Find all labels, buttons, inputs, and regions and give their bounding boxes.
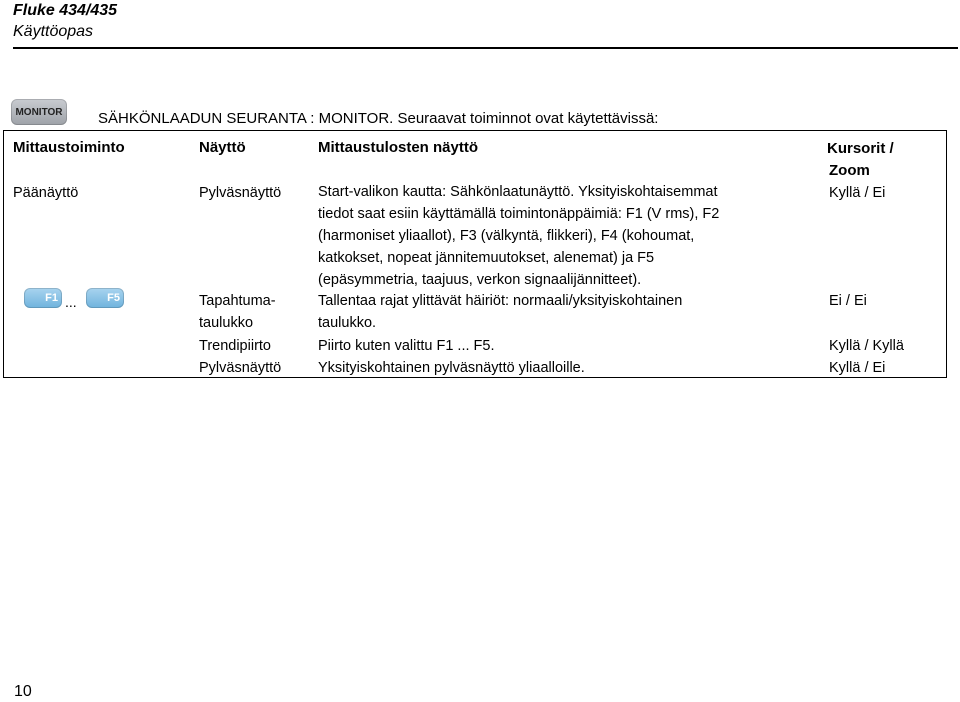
- col-header-function: Mittaustoiminto: [13, 139, 125, 156]
- page-number: 10: [14, 683, 32, 700]
- monitor-key-icon: MONITOR: [11, 99, 67, 125]
- row2-results-line: Yksityiskohtainen pylväsnäyttö yliaalloille.: [318, 360, 585, 376]
- row2-display-line: Trendipiirto: [199, 338, 271, 354]
- col-header-results: Mittaustulosten näyttö: [318, 139, 478, 156]
- intro-text: SÄHKÖNLAADUN SEURANTA : MONITOR. Seuraavat toiminnot ovat käytettävissä:: [98, 110, 659, 127]
- row2-cursor-line: Ei / Ei: [829, 293, 867, 309]
- row2-cursor-line: Kyllä / Kyllä: [829, 338, 904, 354]
- row2-display-line: Tapahtuma-: [199, 293, 276, 309]
- row1-results-line: (harmoniset yliaallot), F3 (välkyntä, flikkeri), F4 (kohoumat,: [318, 228, 695, 244]
- col-header-display: Näyttö: [199, 139, 246, 156]
- row1-results-line: tiedot saat esiin käyttämällä toimintonäppäimiä: F1 (V rms), F2: [318, 206, 720, 222]
- key-range-ellipsis: ...: [65, 294, 77, 310]
- f1-key-icon: F1: [24, 288, 62, 308]
- row1-display: Pylväsnäyttö: [199, 185, 282, 201]
- row2-display-line: Pylväsnäyttö: [199, 360, 282, 376]
- row2-results-line: taulukko.: [318, 315, 377, 331]
- row2-display-line: taulukko: [199, 315, 254, 331]
- header-rule: [13, 47, 958, 49]
- row2-results-line: Tallentaa rajat ylittävät häiriöt: normaali/yksityiskohtainen: [318, 293, 683, 309]
- col-header-cursor-2: Zoom: [829, 162, 870, 179]
- row2-cursor-line: Kyllä / Ei: [829, 360, 886, 376]
- manual-subtitle: Käyttöopas: [13, 23, 94, 40]
- col-header-cursor-1: Kursorit /: [827, 140, 894, 157]
- row1-cursor: Kyllä / Ei: [829, 185, 886, 201]
- manual-title: Fluke 434/435: [13, 2, 118, 19]
- f5-key-icon: F5: [86, 288, 124, 308]
- row1-results-line: Start-valikon kautta: Sähkönlaatunäyttö. Yksityiskohtaisemmat: [318, 184, 718, 200]
- row2-results-line: Piirto kuten valittu F1 ... F5.: [318, 338, 495, 354]
- row1-results-line: katkokset, nopeat jännitemuutokset, alenemat) ja F5: [318, 250, 655, 266]
- row1-results-line: (epäsymmetria, taajuus, verkon signaalijännitteet).: [318, 272, 642, 288]
- row1-function: Päänäyttö: [13, 185, 79, 201]
